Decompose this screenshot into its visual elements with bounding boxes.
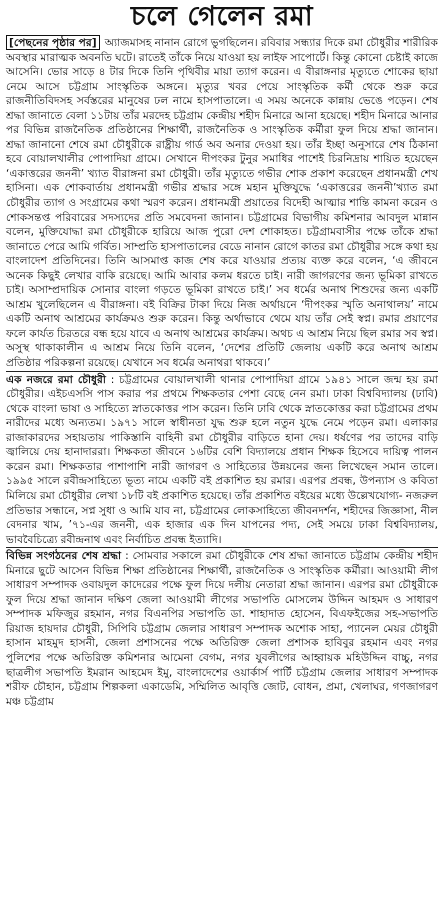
section-heading: বিভিন্ন সংগঠনের শেষ শ্রদ্ধা (6, 549, 122, 563)
section-body: : সোমবার সকালে রমা চৌধুরীকে শেষ শ্রদ্ধা জানাতে চট্টগ্রাম কেন্দ্রীয় শহীদ মিনারে ছুটে আসেন বিভিন্ন শিক্ষা প্রতিষ্ঠানের শিক্ষার্থী, রাজনৈতিক ও সাংস্কৃতিক কর্মীরা। আওয়ামী লীগ সাধারণ সম্পাদক ওবায়দুল কাদেরের পক্ষে ফুল দিয়ে দলীয় নেতারা শ্রদ্ধা জানান। এরপর রমা চৌধুরীকে ফুল দিয়ে শ্রদ্ধা জানান দক্ষিণ জেলা আওয়ামী লীগের সভাপতি মোসলেম উদ্দিন আহমদ ও সাধারণ সম্পাদক মফিজুর রহমান, নগর বিএনপির সভাপতি ডা. শাহাদাত হোসেন, বিএফইজের সহ-সভাপতি রিয়াজ হায়দার চৌধুরী, সিপিবি চট্টগ্রাম জেলার সাধারণ সম্পাদক অশোক সাহা, প্যানেল মেয়র চৌধুরী হাসান মাহমুদ হাসনী, জেলা প্রশাসনের পক্ষে অতিরিক্ত জেলা প্রশাসক হাবিবুর রহমান এবং নগর পুলিশের পক্ষে অতিরিক্ত কমিশনার আমেনা বেগম, নগর যুবলীগের আহ্বায়ক মহিউদ্দিন বাচ্চু, নগর ছাত্রলীগ সভাপতি ইমরান আহমেদ ইমু, বাংলাদেশের ওয়ার্কার্স পার্টি চট্টগ্রাম জেলার সাধারণ সম্পাদক শরীফ চৌহান, চট্টগ্রাম শিল্পকলা একাডেমি, সম্মিলিত আবৃত্তি জোট, বোধন, প্রমা, খেলাঘর, গণজাগরণ মঞ্চ চট্টগ্রাম (6, 549, 438, 708)
section-body: অ্যাজমাসহ নানান রোগে ভুগছিলেন। রবিবার সন্ধ্যার দিকে রমা চৌধুরীর শারীরিক অবস্থার মারাত্মক অবনতি ঘটে। রাতেই তাঁকে নিয়ে যাওয়া হয় লাইফ সাপোর্টে। কিন্তু কোনো চেষ্টাই কাজে আসেনি। ভোর সাড়ে ৪ টার দিকে তিনি পৃথিবীর মায়া ত্যাগ করেন। এ বীরাঙ্গনার মৃত্যুতে শোকের ছায়া নেমে আসে চট্টগ্রাম সাংস্কৃতিক অঙ্গনে। মৃত্যুর খবর পেয়ে সাংস্কৃতিক কর্মী থেকে শুরু করে রাজনীতিবিদসহ সর্বস্তরের মানুষের ঢল নামে হাসপাতালে। এ সময় অনেকে কান্নায় ভেঙে পড়েন। শেষ শ্রদ্ধা জানাতে বেলা ১১টায় তাঁর মরদেহ চট্টগ্রাম কেন্দ্রীয় শহীদ মিনারে আনা হয়েছে। শহীদ মিনারে আনার পর বিভিন্ন রাজনৈতিক প্রতিষ্ঠানের শিক্ষার্থী, রাজনৈতিক ও সাংস্কৃতিক কর্মীরা ফুল দিয়ে শ্রদ্ধা জানান। শ্রদ্ধা জানানো শেষে রমা চৌধুরীকে রাষ্ট্রীয় গার্ড অব অনার দেওয়া হয়। তাঁর ইচ্ছা অনুসারে শেষ ঠিকানা হবে বোয়ালখালীর পোপাদিয়া গ্রামে। সেখানে দীপংকর টুনুর সমাধির পাশেই চিরনিদ্রায় শায়িত হয়েছেন ‘একাত্তরের জননী’ খ্যাত বীরাঙ্গনা রমা চৌধুরী। তাঁর মৃত্যুতে গভীর শোক প্রকাশ করেছেন প্রধানমন্ত্রী শেখ হাসিনা। এক শোকবার্তায় প্রধানমন্ত্রী গভীর শ্রদ্ধার সঙ্গে মহান মুক্তিযুদ্ধে ‘একাত্তরের জননী’খ্যাত রমা চৌধুরীর ত্যাগ ও সংগ্রামের কথা স্মরণ করেন। প্রধানমন্ত্রী প্রয়াতের বিদেহী আত্মার শান্তি কামনা করেন ও শোকসন্তপ্ত পরিবারের সদস্যদের প্রতি সমবেদনা জানান। চট্টগ্রামের বিভাগীয় কমিশনার আবদুল মান্নান বলেন, মুক্তিযোদ্ধা রমা চৌধুরীকে হারিয়ে আজ পুরো দেশ শোকাহত। চট্টগ্রামবাসীর পক্ষে তাঁকে শ্রদ্ধা জানাতে পেরে আমি গর্বিত। সাম্প্রতি হাসপাতালের বেডে নানান রোগে কাতর রমা চৌধুরীর সঙ্গে কথা হয় বাংলাদেশ প্রতিদিনের। তিনি আসমাপ্ত কাজ শেষ করে যাওয়ার প্রত্যয় ব্যক্ত করে বলেন, ‘এ জীবনে অনেক কিছুই লেখার বাকি রয়েছে। আমি আবার কলম ধরতে চাই। নারী জাগরণের জন্য ভূমিকা রাখতে চাই। অসাম্প্রদায়িক সোনার বাংলা গড়তে ভূমিকা রাখতে চাই।’ সব ধর্মের অনাথ শিশুদের জন্য একটি আশ্রম খুলেছিলেন এ বীরাঙ্গনা। বই বিক্রির টাকা দিয়ে নিজ অর্থায়নে ‘দীপংকর স্মৃতি অনাথালয়’ নামে একটি অনাথ আশ্রমের কার্যক্রমও শুরু করেন। কিন্তু অর্থাভাবে থেমে যায় তাঁর সেই স্বপ্ন। রমার প্রয়াণের ফলে কার্যত চিরতরে বন্ধ হয়ে যাবে এ অনাথ আশ্রমের কার্যক্রম। অথচ এ আশ্রম নিয়ে ছিল রমার সব স্বপ্ন। অসুস্থ থাকাকালীন এ আশ্রম নিয়ে তিনি বলেন, ‘দেশের প্রতিটি জেলায় একটি করে অনাথ আশ্রম প্রতিষ্ঠার পরিকল্পনা রয়েছে। যেখানে সব ধর্মের অনাথরা থাকবে।’ (6, 36, 439, 370)
section-heading: এক নজরে রমা চৌধুরী (6, 372, 106, 386)
continuation-label: [পেছনের পৃষ্ঠার পর] (6, 35, 100, 50)
section-body: : চট্টগ্রামের বোয়ালখালী থানার পোপাদিয়া গ্রামে ১৯৪১ সালে জন্ম হয় রমা চৌধুরীর। এইচএসসি পাস করার পর প্রথমে শিক্ষকতার পেশা বেছে নেন রমা। ঢাকা বিশ্ববিদ্যালয় (ঢাবি) থেকে বাংলা ভাষা ও সাহিত্যে স্নাতকোত্তর পাস করেন। তিনি ঢাবি থেকে স্নাতকোত্তর করা চট্টগ্রামের প্রথম নারীদের মধ্যে অন্যতম। ১৯৭১ সালে স্বাধীনতা যুদ্ধ শুরু হলে নতুন যুদ্ধে নেমে পড়েন রমা। এলাকার রাজাকারদের সহায়তায় পাকিস্তানি বাহিনী রমা চৌধুরীর বাড়িতে হানা দেয়। ধর্ষণের পর তাদের বাড়ি জ্বালিয়ে দেয় হানাদাররা। শিক্ষকতা জীবনে ১৬টির বেশি বিদ্যালয়ে প্রধান শিক্ষক হিসেবে দায়িত্ব পালন করেন রমা। শিক্ষকতার পাশাপাশি নারী জাগরণ ও সাহিত্যের উন্নয়নের জন্য লিখেছেন সমান তালে। ১৯৯৫ সালে রবীন্দ্রসাহিত্যে ভূত্য নামে একটি বই প্রকাশিত হয় রমার। এরপর প্রবন্ধ, উপন্যাস ও কবিতা মিলিয়ে রমা চৌধুরীর লেখা ১৮টি বই প্রকাশিত হয়েছে। তাঁর প্রকাশিত বইয়ের মধ্যে উল্লেখযোগ্য- নজরুল প্রতিভার সন্ধানে, সপ্ন সুধা ও আমি যাব না, চট্টগ্রামের লোকসাহিত্যে জীবনদর্শন, শহীদের জিজ্ঞাসা, নীল বেদনার খাম, ’৭১-এর জননী, এক হাজার এক দিন যাপনের পদ্য, সেই সময়ে ঢাকা বিশ্ববিদ্যালয়, ভাববৈচিত্র্যে রবীন্দ্রনাথ এবং নির্বাচিত প্রবন্ধ ইত্যাদি। (6, 372, 439, 546)
article-section-at-a-glance (6, 371, 438, 548)
article-section-continuation (6, 36, 438, 371)
article-section-tributes (6, 547, 438, 709)
headline: চলে গেলেন রমা (130, 1, 314, 32)
